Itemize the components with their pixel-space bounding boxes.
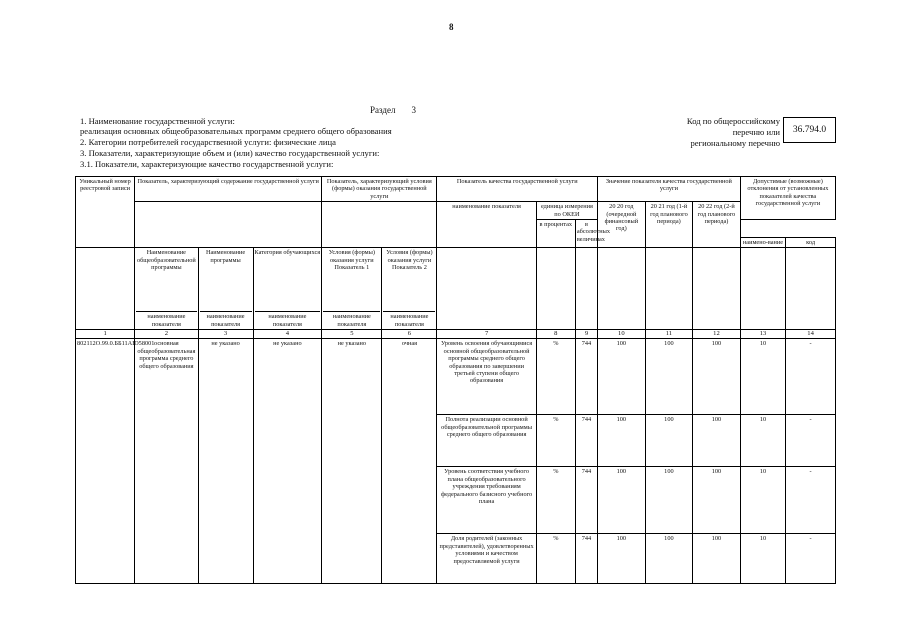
quality-name-header: наименование показателя: [437, 202, 536, 248]
section-title: [370, 105, 416, 115]
year3-value: 100: [693, 467, 741, 534]
code-label-2: перечню или: [732, 127, 780, 137]
code-label-1: Код по общероссийскому: [686, 116, 780, 126]
col-number: 14: [786, 330, 836, 339]
dev-abs-value: -: [786, 534, 836, 584]
unit-code-value: 744: [575, 534, 597, 584]
dev-percent-header: в процентах: [536, 220, 575, 248]
dev-percent-value: 10: [740, 415, 785, 467]
unit-code-value: 744: [575, 339, 597, 415]
dev-percent-value: 10: [740, 339, 785, 415]
quality-indicator-name: Доля родителей (законных представителей), удовлетворенных условиями и качеством предоставляемой услуги: [437, 534, 536, 584]
header-line-2: реализация основных общеобразовательных программ среднего общего образования: [80, 126, 392, 136]
subcol-condition-1: Условия (формы) оказания услуги Показатель 1 наименование показателя: [322, 248, 382, 330]
unit-value: %: [536, 467, 575, 534]
col-unique-header: Уникальный номер реестровой записи: [76, 177, 135, 248]
dev-abs-value: -: [786, 467, 836, 534]
dev-abs-value: -: [786, 339, 836, 415]
section-label: Раздел: [370, 105, 396, 115]
col-number: 6: [382, 330, 437, 339]
col-number: 8: [536, 330, 575, 339]
unit-value: %: [536, 534, 575, 584]
header-line-1: 1. Наименование государственной услуги:: [80, 116, 235, 126]
col-number: 2: [135, 330, 198, 339]
code-label-3: региональному перечню: [690, 138, 780, 148]
quality-indicator-name: Уровень освоения обучающимися основной общеобразовательной программы среднего общего образования по завершении третьей ступени общего образования: [437, 339, 536, 415]
group-conditions-header: Показатель, характеризующий условия (формы) оказания государственной услуги: [322, 177, 437, 202]
year2-header: 20 21 год (1-й год планового периода): [645, 202, 693, 248]
unit-name-header: наимено-вание: [740, 238, 785, 248]
header-line-3: 2. Категории потребителей государственной услуги: физические лица: [80, 137, 336, 147]
unit-code-value: 744: [575, 415, 597, 467]
col-number: 9: [575, 330, 597, 339]
col-number: 10: [598, 330, 646, 339]
record-condition-1: не указано: [322, 339, 382, 584]
group-deviation-header: Допустимые (возможные) отклонения от установленных показателей качества государственной услуги: [740, 177, 835, 220]
year2-value: 100: [645, 534, 693, 584]
quality-indicator-name: Полнота реализации основной общеобразовательной программы среднего общего образования: [437, 415, 536, 467]
col-number: 11: [645, 330, 693, 339]
col-number: 1: [76, 330, 135, 339]
year1-value: 100: [598, 339, 646, 415]
unit-code-value: 744: [575, 467, 597, 534]
subcol-condition-2: Условия (формы) оказания услуги Показатель 2 наименование показателя: [382, 248, 437, 330]
year3-value: 100: [693, 534, 741, 584]
record-program: основная общеобразовательная программа среднего общего образования: [135, 339, 198, 584]
year1-value: 100: [598, 534, 646, 584]
dev-abs-header: в абсолютных величинах: [575, 220, 597, 248]
section-number: 3: [411, 105, 416, 115]
page-number: 8: [449, 22, 454, 32]
group-quality-header: Показатель качества государственной услуги: [437, 177, 598, 202]
year3-value: 100: [693, 415, 741, 467]
record-condition-2: очная: [382, 339, 437, 584]
col-number: 13: [740, 330, 785, 339]
subcol-category: Категория обучающихся наименование показателя: [253, 248, 322, 330]
subcol-program: Наименование общеобразовательной программы наименование показателя: [135, 248, 198, 330]
col-number: 5: [322, 330, 382, 339]
year1-value: 100: [598, 415, 646, 467]
unit-value: %: [536, 339, 575, 415]
year3-value: 100: [693, 339, 741, 415]
quality-table: [75, 176, 836, 584]
column-numbers-row: [76, 330, 836, 339]
col-number: 3: [198, 330, 253, 339]
subcol-program-name: Наименование программы наименование показателя: [198, 248, 253, 330]
year1-header: 20 20 год (очередной финансовый год): [598, 202, 646, 248]
unit-value: %: [536, 415, 575, 467]
header-line-4: 3. Показатели, характеризующие объем и (или) качество государственной услуги:: [80, 148, 380, 158]
year2-value: 100: [645, 467, 693, 534]
group-values-header: Значение показателя качества государственной услуги: [598, 177, 741, 202]
year2-value: 100: [645, 415, 693, 467]
year2-value: 100: [645, 339, 693, 415]
record-category: не указано: [253, 339, 322, 584]
dev-abs-value: -: [786, 415, 836, 467]
col-number: 7: [437, 330, 536, 339]
dev-percent-value: 10: [740, 467, 785, 534]
group-content-header: Показатель, характеризующий содержание государственной услуги: [135, 177, 322, 202]
year1-value: 100: [598, 467, 646, 534]
dev-percent-value: 10: [740, 534, 785, 584]
header-line-5: 3.1. Показатели, характеризующие качество государственной услуги:: [80, 159, 334, 169]
unit-okei-header: единица измерения по ОКЕИ: [536, 202, 597, 220]
year3-header: 20 22 год (2-й год планового периода): [693, 202, 741, 248]
record-code: 802112О.99.0.ББ11АЮ58001: [76, 339, 135, 584]
record-program-name: не указано: [198, 339, 253, 584]
col-number: 12: [693, 330, 741, 339]
code-value-box: 36.794.0: [783, 117, 836, 143]
table-row: [76, 339, 836, 415]
col-number: 4: [253, 330, 322, 339]
unit-code-header: код: [786, 238, 836, 248]
quality-indicator-name: Уровень соответствия учебного плана общеобразовательного учреждения требованиям федерального базисного учебного плана: [437, 467, 536, 534]
